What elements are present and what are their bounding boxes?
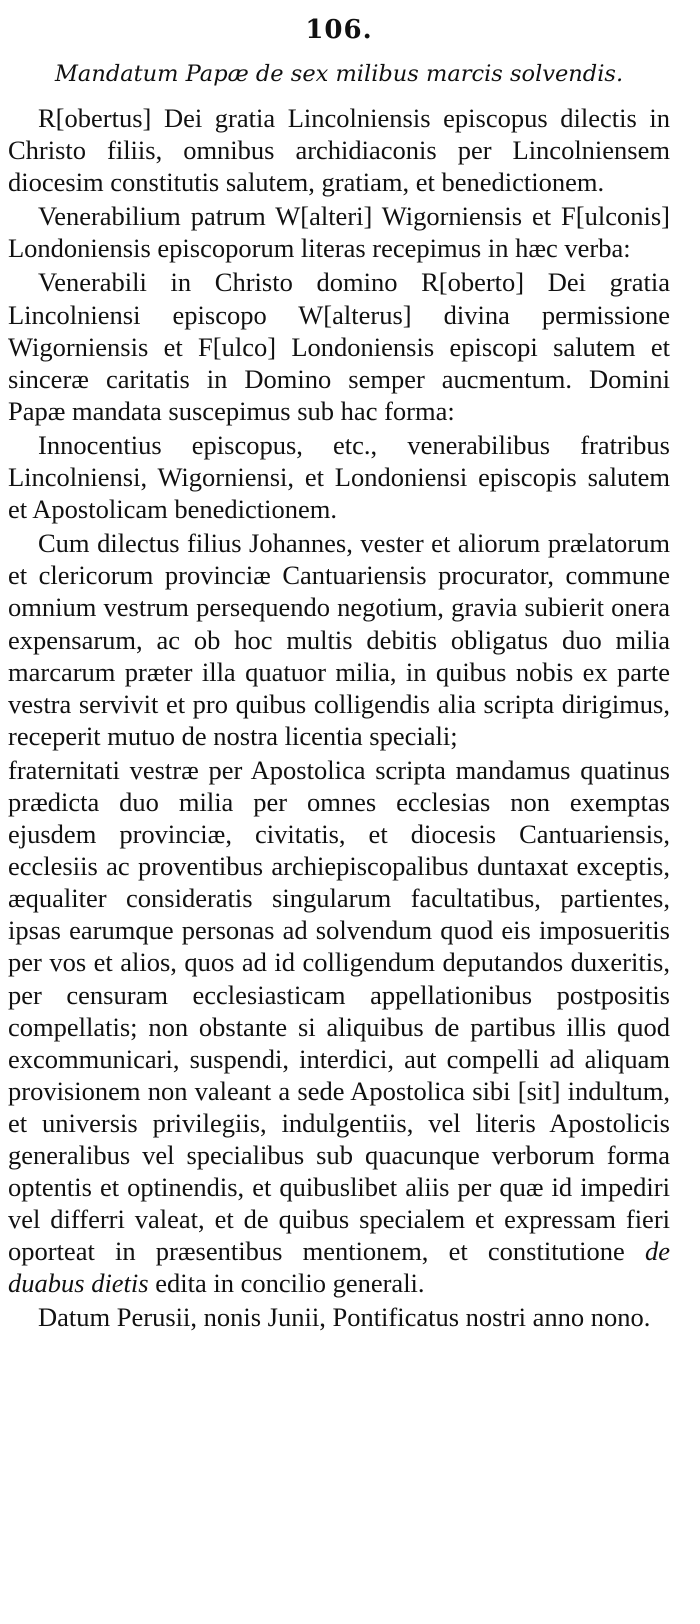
page-number: 106. (305, 15, 373, 45)
paragraph-procurator: Cum dilectus filius Johannes, vester et aliorum prælatorum et clericorum provinciæ Cantuariensis procurator, commune omnium vestrum persequendo negotium, gravia subierit onera expensarum, ac ob hoc multis debitis obligatus duo milia marcarum præter illa quatuor milia, in quibus nobis ex parte vestra servivit et pro quibus colligendis alia scripta dirigimus, receperit mutuo de nostra licentia speciali; (8, 528, 670, 751)
paragraph-dating-clause: Datum Perusii, nonis Junii, Pontificatus nostri anno nono. (38, 1302, 651, 1333)
mandate-text: fraternitati vestræ per Apostolica scripta mandamus quatinus prædicta duo milia per omnes ecclesias non exemptas ejusdem provinciæ, civitatis, et diocesis Cantuariensis, ecclesiis ac proventibus archiepiscopalibus duntaxat exceptis, æqualiter consideratis singularum facultatibus, partientes, ipsas earumque personas ad solvendum quod eis imposueritis per vos et alios, quos ad id colligendum deputandos duxeritis, per censuram ecclesiasticam appellationibus postpositis compellatis; non obstante si aliquibus de partibus illis quod excommunicari, suspendi, interdici, aut compelli ad aliquam provisionem non valeant a sede Apostolica sibi [sit] indultum, et universis privilegiis, indulgentiis, vel literis Apostolicis generalibus vel specialibus sub quacunque verborum forma optentis et optinendis, et quibuslibet aliis per quæ id impediri vel differri valeat, et de quibus specialem et expressam fieri oporteat in præsentibus mentionem, et constitutione (8, 754, 670, 1267)
document-page (8, 14, 670, 1336)
paragraph-letters-received: Venerabilium patrum W[alteri] Wigorniensis et F[ulconis] Londoniensis episcoporum literas recepimus in hæc verba: (8, 201, 670, 264)
paragraph-mandate (8, 754, 670, 1300)
paragraph-papal-greeting: Innocentius episcopus, etc., venerabilibus fratribus Lincolniensi, Wigorniensi, et Londoniensi episcopis salutem et Apostolicam benedictionem. (8, 429, 670, 525)
paragraph-salutation: R[obertus] Dei gratia Lincolniensis episcopus dilectis in Christo filiis, omnibus archidiaconis per Lincolniensem diocesim constitutis salutem, gratiam, et benedictionem. (8, 103, 670, 198)
mandate-italic-phrase: de duabus dietis (8, 1236, 671, 1299)
mandate-text-end: edita in concilio generali. (155, 1268, 425, 1299)
document-heading: Mandatum Papæ de sex milibus marcis solvendis. (54, 61, 624, 87)
paragraph-bishops-letter: Venerabili in Christo domino R[oberto] Dei gratia Lincolniensi episcopo W[alterus] divina permissione Wigorniensis et F[ulco] Londoniensis episcopi salutem et sinceræ caritatis in Domino semper aucmentum. Domini Papæ mandata suscepimus sub hac forma: (8, 267, 670, 426)
